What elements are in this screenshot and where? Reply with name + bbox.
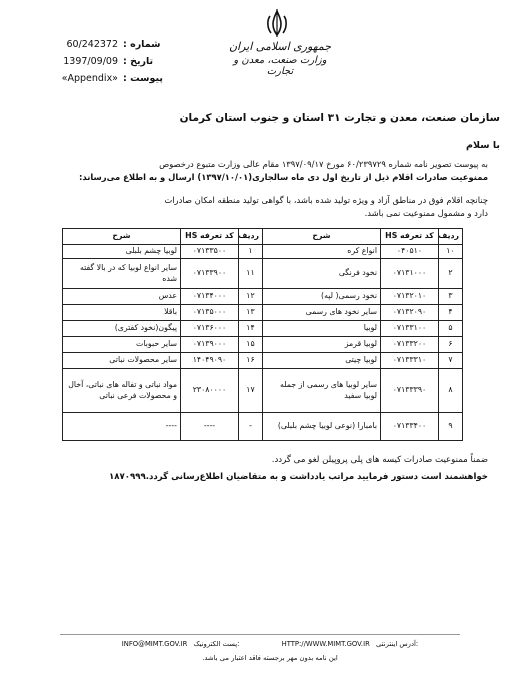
paragraph-1-line-1: به پیوست تصویر نامه شماره ۶۰/۲۳۹۷۲۹ مورخ ۱۳۹۷/۰۹/۱۷ مقام عالی وزارت متبوع درخصوص (159, 159, 488, 169)
description: نخود فرنگی (263, 259, 381, 289)
row-no: ۴ (439, 305, 463, 321)
header-row-no: ردیف (439, 229, 463, 245)
row-no: ۱۷ (239, 369, 263, 413)
table-row (63, 289, 463, 305)
row-no: ۳ (439, 289, 463, 305)
row-no: ۱ (239, 245, 263, 259)
letter-date-value: 1397/09/09 (63, 56, 118, 67)
hs-code: ۰۷۱۳۳۳۹۰ (381, 369, 439, 413)
row-no: ۱۰ (439, 245, 463, 259)
table-row (63, 413, 463, 441)
footer-email-label: پست الکترونیک: (193, 640, 240, 648)
description: ---- (63, 413, 181, 441)
paragraph-2-line-1: چنانچه اقلام فوق در مناطق آزاد و ویژه تولید شده باشد، با گواهی تولید منطقه امکان صادرات (164, 195, 488, 205)
hs-code: ۰۷۱۳۱۰۰۰ (381, 259, 439, 289)
table-row (63, 245, 463, 259)
hs-code: ---- (181, 413, 239, 441)
description: لوبیا قرمز (263, 337, 381, 353)
header-row-no: ردیف (239, 229, 263, 245)
footer-web-label: آدرس اینترنتی: (375, 640, 419, 648)
hs-code: ۰۷۱۳۵۰۰۰ (181, 305, 239, 321)
hs-code: ۰۷۱۳۳۳۱۰ (381, 353, 439, 369)
row-no: ۱۶ (239, 353, 263, 369)
description: انواع کره (263, 245, 381, 259)
hs-code: ۰۷۱۳۳۹۰۰ (181, 259, 239, 289)
row-no: ۱۱ (239, 259, 263, 289)
letter-number-label: شماره : (123, 39, 161, 50)
header-hs-code: کد تعرفه HS (381, 229, 439, 245)
row-no: ۶ (439, 337, 463, 353)
description: عدس (63, 289, 181, 305)
row-no: ۱۵ (239, 337, 263, 353)
paragraph-2-line-2: دارد و مشمول ممنوعیت نمی باشد. (364, 207, 488, 218)
description: لوبیا چشم بلبلی (63, 245, 181, 259)
hs-code: ۰۷۱۳۳۱۰۰ (381, 321, 439, 337)
hs-code: ۰۷۱۳۳۵۰۰ (181, 245, 239, 259)
closing: خواهشمند است دستور فرمایید مراتب یادداشت و به متقاضیان اطلاع‌رسانی گردد.۱۸۷۰۹۹۹ (108, 472, 488, 482)
description: سایر محصولات نباتی (63, 353, 181, 369)
table-header-row (63, 229, 463, 245)
hs-code: ۲۳۰۸۰۰۰۰ (181, 369, 239, 413)
hs-code: ۰۴۰۵۱۰ (381, 245, 439, 259)
footer-contact (60, 640, 480, 648)
paragraph-2 (28, 194, 488, 219)
row-no: ۸ (439, 369, 463, 413)
row-no: - (239, 413, 263, 441)
row-no: ۱۴ (239, 321, 263, 337)
description: سایر نخود های رسمی (263, 305, 381, 321)
description: سایر لوبیا های رسمی از جمله لوبیا سفید (263, 369, 381, 413)
description: نخود رسمی( لپه) (263, 289, 381, 305)
header-description: شرح (263, 229, 381, 245)
hs-code: ۰۷۱۳۹۰۰۰ (181, 337, 239, 353)
note: ضمناً ممنوعیت صادرات کیسه های پلی پروپیلن لغو می گردد. (271, 455, 488, 465)
row-no: ۷ (439, 353, 463, 369)
paragraph-1 (28, 158, 488, 183)
hs-code: ۱۴۰۴۹۰۹۰ (181, 353, 239, 369)
description: لوبیا چیتی (263, 353, 381, 369)
letter-attachment-label: پیوست : (123, 73, 163, 84)
description: مواد نباتی و تفاله های نباتی، آخال و محصولات فرعی نباتی (63, 369, 181, 413)
recipient: سازمان صنعت، معدن و تجارت ۳۱ استان و جنوب استان کرمان (179, 112, 500, 124)
description: سایر انواع لوبیا که در بالا گفته شده (63, 259, 181, 289)
letter-date-label: تاریخ : (123, 56, 154, 67)
greeting: با سلام (466, 140, 500, 151)
row-no: ۲ (439, 259, 463, 289)
letter-attachment-value: «Appendix» (61, 73, 118, 84)
footer-divider (60, 634, 460, 635)
ministry-line1: جمهوری اسلامی ایران (228, 40, 332, 53)
description: بامبارا (نوعی لوبیا چشم بلبلی) (263, 413, 381, 441)
table-row (63, 305, 463, 321)
footer-email[interactable]: INFO@MIMT.GOV.IR (121, 640, 188, 648)
table-row (63, 353, 463, 369)
description: باقلا (63, 305, 181, 321)
letter-number-value: 60/242372 (66, 39, 118, 50)
hs-code: ۰۷۱۳۶۰۰۰ (181, 321, 239, 337)
footer-disclaimer: این نامه بدون مهر برجسته فاقد اعتبار می باشد. (202, 654, 338, 662)
footer-web[interactable]: HTTP://WWW.MIMT.GOV.IR (281, 640, 370, 648)
header-description: شرح (63, 229, 181, 245)
export-ban-table (62, 228, 463, 441)
header-hs-code: کد تعرفه HS (181, 229, 239, 245)
description: سایر حبوبات (63, 337, 181, 353)
row-no: ۱۲ (239, 289, 263, 305)
row-no: ۵ (439, 321, 463, 337)
ministry-name (220, 40, 340, 77)
table-row (63, 337, 463, 353)
iran-emblem-icon (262, 8, 292, 38)
description: پیگون(نخود کفتری) (63, 321, 181, 337)
hs-code: ۰۷۱۳۴۰۰۰ (181, 289, 239, 305)
table-row (63, 369, 463, 413)
paragraph-1-line-2: ممنوعیت صادرات اقلام ذیل از تاریخ اول دی ماه سالجاری(۱۳۹۷/۱۰/۰۱) ارسال و به اطلاع می‌رساند: (79, 171, 488, 182)
description: لوبیا (263, 321, 381, 337)
hs-code: ۰۷۱۳۳۲۰۰ (381, 337, 439, 353)
hs-code: ۰۷۱۳۲۰۱۰ (381, 289, 439, 305)
row-no: ۹ (439, 413, 463, 441)
ministry-line2: وزارت صنعت، معدن و تجارت (233, 55, 327, 77)
table-row (63, 259, 463, 289)
hs-code: ۰۷۱۳۲۰۹۰ (381, 305, 439, 321)
hs-code: ۰۷۱۳۳۴۰۰ (381, 413, 439, 441)
row-no: ۱۳ (239, 305, 263, 321)
table-row (63, 321, 463, 337)
